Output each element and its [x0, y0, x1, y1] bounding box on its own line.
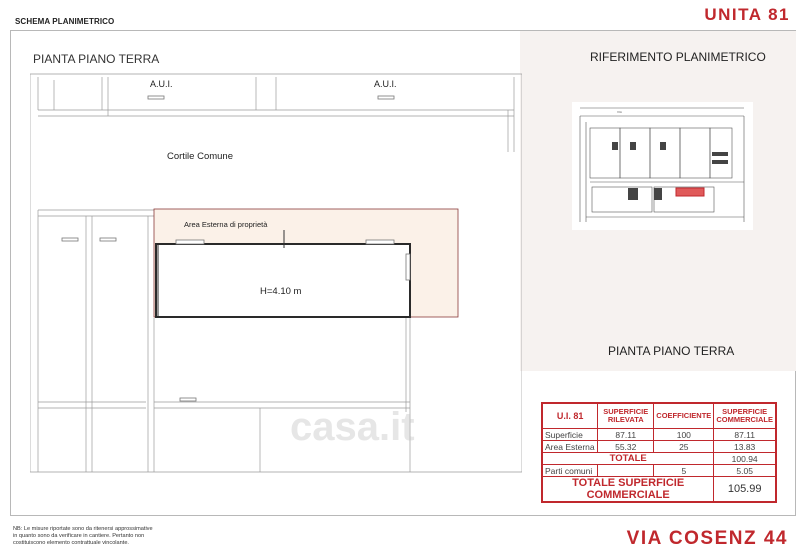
- row-coefficiente: 25: [654, 441, 714, 453]
- row-commerciale: 5.05: [714, 465, 776, 477]
- grand-total-value: 105.99: [714, 477, 776, 502]
- row-label: Area Esterna: [543, 441, 598, 453]
- grand-total-row: [543, 477, 776, 502]
- table-row: [543, 441, 776, 453]
- row-commerciale: 87.11: [714, 429, 776, 441]
- note-line: NB: Le misure riportate sono da ritenersi approssimative: [13, 526, 153, 532]
- reference-title: RIFERIMENTO PLANIMETRICO: [590, 50, 766, 64]
- address: VIA COSENZ 44: [626, 528, 788, 549]
- disclaimer-note: [13, 526, 173, 547]
- table-row: [543, 429, 776, 441]
- note-line: costituiscono elemento contrattuale vincolante.: [13, 540, 129, 546]
- floor-plan: [30, 72, 522, 474]
- row-rilevata: 87.11: [598, 429, 654, 441]
- svg-text:VIA: VIA: [617, 110, 622, 114]
- table-row: [543, 465, 776, 477]
- row-label: Superficie: [543, 429, 598, 441]
- row-label: Parti comuni: [543, 465, 598, 477]
- table-header-commerciale: SUPERFICIE COMMERCIALE: [714, 404, 776, 429]
- row-coefficiente: 5: [654, 465, 714, 477]
- plan-title: PIANTA PIANO TERRA: [33, 52, 160, 66]
- aui-left-label: A.U.I.: [150, 79, 173, 89]
- reference-site-plan: [572, 102, 753, 230]
- unit-title: UNITA 81: [704, 5, 790, 24]
- grand-total-label: TOTALE SUPERFICIE COMMERCIALE: [543, 477, 714, 502]
- total-value: 100.94: [714, 453, 776, 465]
- external-area-label: Area Esterna di proprietà: [184, 220, 268, 229]
- section-label: SCHEMA PLANIMETRICO: [15, 17, 115, 26]
- reference-floor-title: PIANTA PIANO TERRA: [608, 344, 735, 358]
- row-coefficiente: 100: [654, 429, 714, 441]
- surface-table: [541, 402, 777, 503]
- watermark: casa.it: [290, 405, 415, 449]
- total-label: TOTALE: [543, 453, 714, 465]
- row-commerciale: 13.83: [714, 441, 776, 453]
- courtyard-label: Cortile Comune: [167, 151, 233, 162]
- table-header-unit: U.I. 81: [543, 404, 598, 429]
- table-header-coefficiente: COEFFICIENTE: [654, 404, 714, 429]
- row-rilevata: [598, 465, 654, 477]
- table-header-rilevata: SUPERFICIE RILEVATA: [598, 404, 654, 429]
- row-rilevata: 55.32: [598, 441, 654, 453]
- table-total-row: [543, 453, 776, 465]
- note-line: in quanto sono da verificare in cantiere. Pertanto non: [13, 533, 145, 539]
- height-label: H=4.10 m: [260, 286, 302, 297]
- aui-right-label: A.U.I.: [374, 79, 397, 89]
